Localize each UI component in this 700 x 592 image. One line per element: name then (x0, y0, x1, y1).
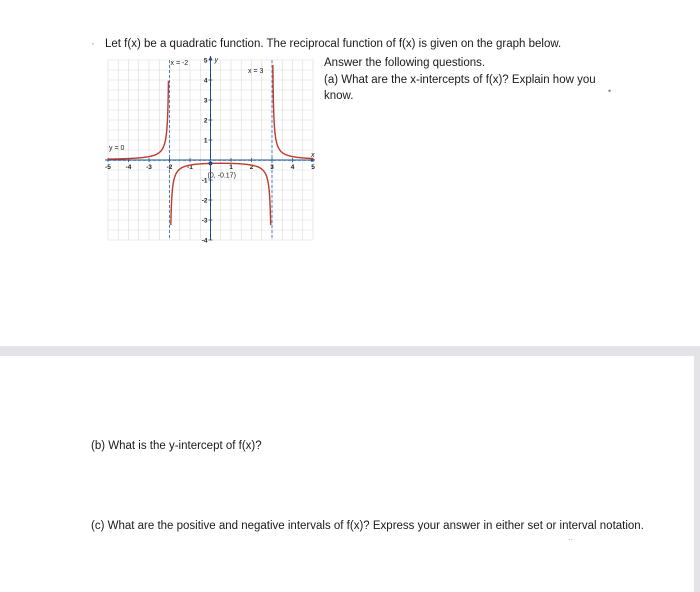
y-tick-label: 5 (203, 57, 208, 65)
stray-mark: • (608, 86, 612, 96)
y-tick-label: -3 (201, 217, 208, 225)
y-axis-label: y (214, 57, 218, 64)
intro-text: Let f(x) be a quadratic function. The reciprocal function of f(x) is given on the graph below. (105, 38, 562, 50)
y-intercept-point (209, 161, 213, 165)
point-label: (0, -0.17) (207, 172, 236, 180)
page-edge (694, 356, 700, 592)
x-tick-label: -3 (146, 164, 152, 171)
curve-right-branch (273, 65, 313, 158)
y-tick-label: -1 (201, 177, 208, 185)
instruction-text: Answer the following questions. (324, 57, 486, 69)
x-tick-label: -4 (125, 164, 132, 171)
y-tick-label: 1 (203, 137, 208, 145)
x-tick-label: 1 (229, 164, 233, 171)
question-b: (b) What is the y-intercept of f(x)? (91, 440, 262, 452)
reciprocal-graph (105, 52, 325, 248)
bullet-icon: · (91, 38, 95, 50)
y-tick-label: 4 (203, 77, 208, 85)
question-a-line2: know. (324, 90, 354, 102)
x-tick-label: 2 (249, 164, 254, 171)
asymptote-left-label: x = -2 (170, 60, 189, 67)
x-tick-label: 5 (311, 164, 315, 171)
question-c: (c) What are the positive and negative intervals of f(x)? Express your answer in either set or interval notation. (91, 520, 644, 532)
x-tick-label: -1 (187, 164, 193, 171)
question-a-line1: (a) What are the x-intercepts of f(x)? Explain how you (324, 73, 596, 86)
answer-block (324, 55, 624, 105)
y-tick-label: 3 (203, 97, 208, 105)
problem-intro (91, 38, 561, 50)
y-axis-arrow (209, 56, 213, 60)
y-tick-label: 2 (203, 117, 208, 125)
asymptote-right-label: x = 3 (248, 68, 264, 75)
x-axis-label: x (311, 152, 315, 159)
x-tick-label: 4 (290, 164, 295, 171)
page-section-bottom (0, 356, 700, 592)
x-tick-label: 3 (270, 164, 274, 171)
y-tick-label: -4 (201, 237, 208, 245)
horizontal-asymptote-label: y = 0 (109, 145, 125, 152)
y-tick-label: -2 (201, 197, 208, 205)
x-tick-label: -2 (166, 164, 173, 171)
x-tick-label: -5 (105, 164, 111, 171)
stray-mark: .. (568, 532, 574, 542)
page-divider (0, 346, 700, 356)
